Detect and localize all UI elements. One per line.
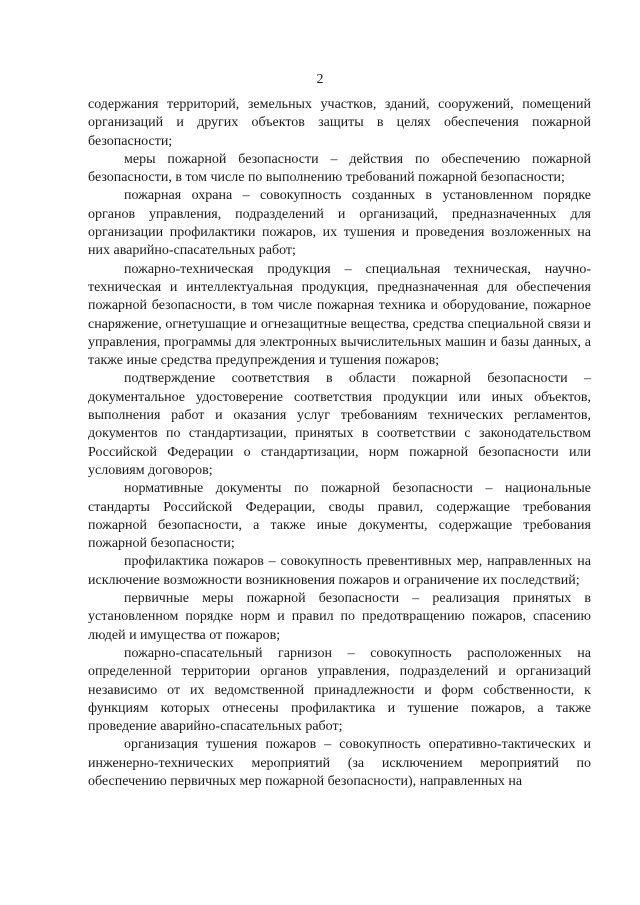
- paragraph-normative-documents: нормативные документы по пожарной безопасности – национальные стандарты Российской Федерации, своды правил, содержащие требования пожарной безопасности, а также иные документы, содержащие требования пожарной безопасности;: [88, 481, 591, 552]
- paragraph-primary-measures: первичные меры пожарной безопасности – реализация принятых в установленном порядке норм и правил по предотвращению пожаров, спасению людей и имущества от пожаров;: [88, 591, 591, 643]
- paragraph-continuation: содержания территорий, земельных участков, зданий, сооружений, помещений организаций и других объектов защиты в целях обеспечения пожарной безопасности;: [88, 97, 591, 149]
- page-number: 2: [316, 72, 324, 87]
- document-body: [88, 96, 591, 791]
- paragraph-fire-safety-measures: меры пожарной безопасности – действия по обеспечению пожарной безопасности, в том числе по выполнению требований пожарной безопасности;: [88, 151, 591, 186]
- paragraph-conformity-confirmation: подтверждение соответствия в области пожарной безопасности – документальное удостоверение соответствия продукции или иных объектов, выполнения работ и оказания услуг требованиям технических регламентов, документов по стандартизации, принятых в соответствии с законодательством Российской Федерации о стандартизации, норм пожарной безопасности или условиям договоров;: [88, 371, 591, 478]
- paragraph-fire-protection: пожарная охрана – совокупность созданных в установленном порядке органов управления, подразделений и организаций, предназначенных для организации профилактики пожаров, их тушения и проведения возложенных на них аварийно-спасательных работ;: [88, 188, 591, 259]
- paragraph-fire-technical-products: пожарно-техническая продукция – специальная техническая, научно-техническая и интеллектуальная продукция, предназначенная для обеспечения пожарной безопасности, в том числе пожарная техника и оборудование, пожарное снаряжение, огнетушащие и огнезащитные вещества, средства специальной связи и управления, программы для электронных вычислительных машин и базы данных, а также иные средства предупреждения и тушения пожаров;: [88, 261, 591, 369]
- paragraph-fire-prevention: профилактика пожаров – совокупность превентивных мер, направленных на исключение возможности возникновения пожаров и ограничение их последствий;: [88, 554, 591, 588]
- paragraph-fire-rescue-garrison: пожарно-спасательный гарнизон – совокупность расположенных на определенной территории органов управления, подразделений и организаций независимо от их ведомственной принадлежности и форм собственности, к функциям которых отнесены профилактика и тушение пожаров, а также проведение аварийно-спасательных работ;: [88, 645, 591, 735]
- paragraph-firefighting-organization: организация тушения пожаров – совокупность оперативно-тактических и инженерно-технических мероприятий (за исключением мероприятий по обеспечению первичных мер пожарной безопасности), направленных на: [88, 737, 591, 789]
